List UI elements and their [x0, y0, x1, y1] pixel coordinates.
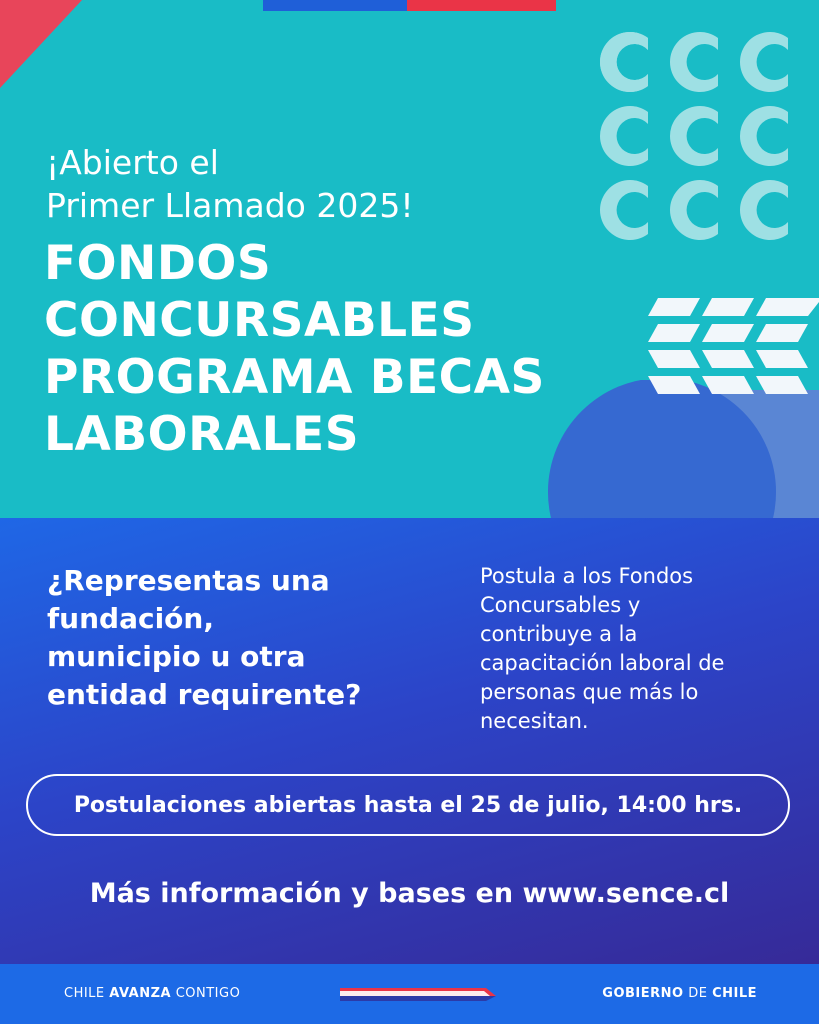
footer-slogan-part: AVANZA: [109, 986, 172, 1001]
description-line: contribuye a la: [480, 622, 638, 646]
hero-subtitle: [46, 141, 414, 227]
chevron-stripes-icon: [648, 296, 819, 396]
flag-bar-blue: [263, 0, 407, 11]
flag-stripe-icon: [336, 984, 500, 1004]
deadline-text: Postulaciones abiertas hasta el 25 de julio, 14:00 hrs.: [73, 792, 743, 818]
target-question: [47, 562, 361, 714]
c-shape-pattern-icon: [596, 28, 796, 242]
description-line: personas que más lo: [480, 680, 699, 704]
description-line: capacitación laboral de: [480, 651, 725, 675]
corner-triangle: [0, 0, 82, 88]
footer-government-part: GOBIERNO: [602, 986, 684, 1001]
question-line: municipio u otra: [47, 640, 306, 673]
hero-title-line: FONDOS: [44, 236, 272, 291]
call-description: [480, 562, 724, 736]
hero-title-line: CONCURSABLES: [44, 293, 475, 348]
flag-bar-red: [407, 0, 556, 11]
info-section: [0, 518, 819, 964]
question-line: fundación,: [47, 602, 214, 635]
deadline-pill: [26, 774, 790, 836]
footer-slogan: [64, 964, 240, 1024]
footer-government-part: DE: [683, 986, 713, 1001]
more-info-text: Más información y bases en www.sence.cl: [89, 878, 730, 909]
description-line: necesitan.: [480, 709, 589, 733]
question-line: ¿Representas una: [47, 564, 330, 597]
hero-title: [44, 235, 545, 463]
footer-slogan-part: CONTIGO: [171, 986, 241, 1001]
footer-government-part: CHILE: [712, 986, 757, 1001]
footer-government: [602, 964, 757, 1024]
hero-subtitle-line: Primer Llamado 2025!: [46, 186, 414, 225]
description-line: Concursables y: [480, 593, 641, 617]
footer-slogan-part: CHILE: [64, 986, 110, 1001]
hero-subtitle-line: ¡Abierto el: [46, 143, 219, 182]
hero-title-line: LABORALES: [44, 407, 360, 462]
footer-bar: [0, 964, 819, 1024]
hero-title-line: PROGRAMA BECAS: [44, 350, 545, 405]
textured-circle-icon: [544, 380, 819, 518]
question-line: entidad requirente?: [47, 678, 362, 711]
description-line: Postula a los Fondos: [480, 564, 694, 588]
